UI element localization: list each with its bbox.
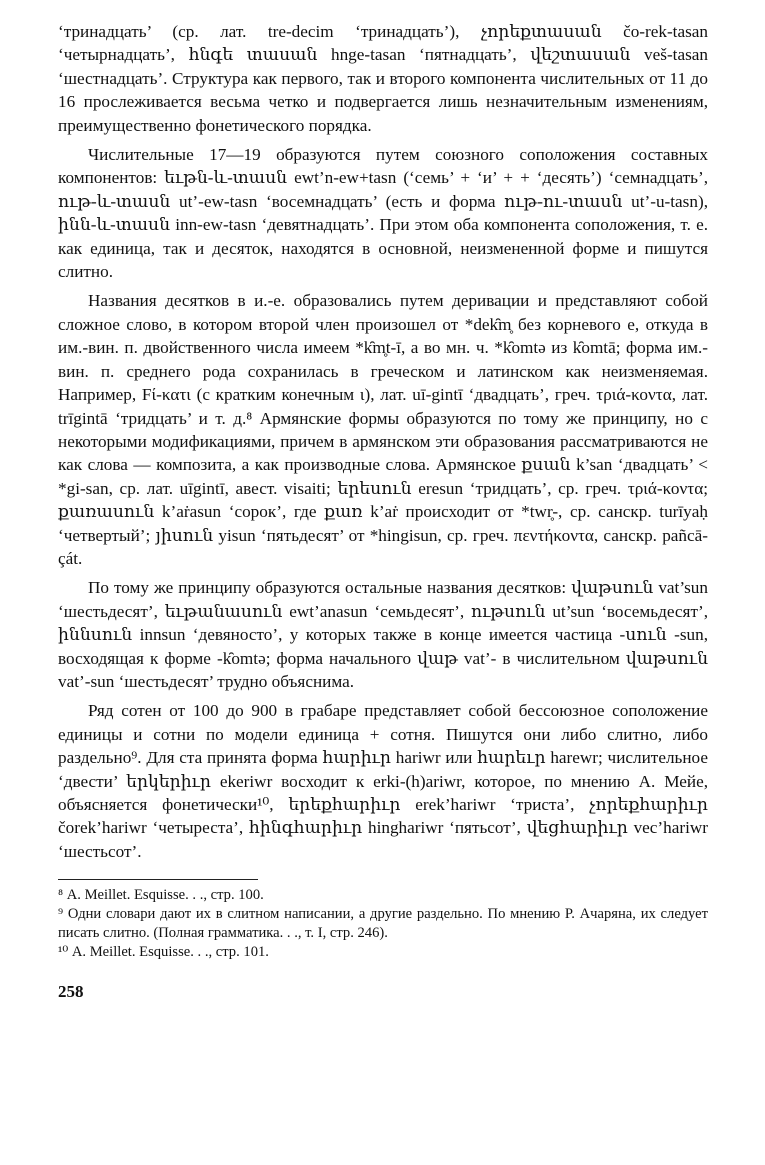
footnote-8: ⁸ А. Meillet. Esquisse. . ., стр. 100. bbox=[58, 887, 264, 904]
paragraph-teens-continued: ‘тринадцать’ (ср. лат. tre-decim ‘тринадцать’), չորեքտասան čo-rek-tasan ‘четырнадцать’, հնգե տասան hnge-tasan ‘пятнадцать’, վեշտասան veš-tasan ‘шестнадцать’. Структура как первого, так и второго компонента числительных от 11 до 16 прослеживается весьма четко и подвергается лишь незначительным изменениям, преимущественно фонетического порядка. bbox=[58, 22, 708, 135]
paragraph-numerals-17-19: Числительные 17—19 образуются путем союзного соположения составных компонентов: եւթն-և-տասն ewt’n-ew+tasn (‘семь’ + ‘и’ + + ‘десять’) ‘семнадцать’, ութ-և-տասն ut’-ew-tasn ‘восемнадцать’ (есть и форма ութ-ու-տասն ut’-u-tasn), ինն-և-տասն inn-ew-tasn ‘девятнадцать’. При этом оба компонента соположения, т. е. как единица, так и десяток, находятся в основной, неизмененной форме и пишутся слитно. bbox=[58, 145, 708, 282]
paragraph-remaining-tens: По тому же принципу образуются остальные названия десятков: վաթսուն vat’sun ‘шестьдесят’, եւթանասուն ewt’anasun ‘семьдесят’, ութսուն ut’sun ‘восемьдесят’, իննսուն innsun ‘девяносто’, у которых также в конце имеется частица -սուն -sun, восходящая к форме -k̑omtə; форма начального վաթ vat’- в числительном վաթսուն vat’-sun ‘шестьдесят’ трудно объяснима. bbox=[58, 578, 708, 691]
book-page bbox=[58, 20, 708, 1002]
page-number: 258 bbox=[58, 982, 84, 1002]
paragraph-hundreds: Ряд сотен от 100 до 900 в грабаре представляет собой бессоюзное соположение единицы и сотни по модели единица + сотня. Пишутся они либо слитно, либо раздельно⁹. Для ста принята форма հարիւր hariwr или հարեւր harewr; числительное ‘двести’ երկերիւր ekeriwr восходит к erki-(h)ariwr, которое, по мнению А. Мейе, объясняется фонетически¹⁰, երեքհարիւր erek’hariwr ‘триста’, չորեքհարիւր čorek’hariwr ‘четыреста’, հինգհարիւր hinghariwr ‘пятьсот’, վեցհարիւր vec’hariwr ‘шестьсот’. bbox=[58, 701, 708, 861]
footnote-divider bbox=[58, 879, 258, 880]
paragraph-tens-derivation: Названия десятков в и.-е. образовались путем деривации и представляют собой сложное слово, в котором второй член произошел от *dek̑m̥ без корневого e, откуда в им.-вин. п. двойственного числа имеем *k̑m̥t-ī, а во мн. ч. *k̑omtə из k̑omtā; форма им.-вин. п. среднего рода сохранилась в греческом и латинском как неизменяемая. Например, Fί-κατι (с кратким конечным ι), лат. uī-gintī ‘двадцать’, греч. τριά-κοντα, лат. trīgintā ‘тридцать’ и т. д.⁸ Армянские формы образуются по тому же принципу, но с некоторыми модификациями, причем в армянском эти образования рассматриваются не как слова — композита, а как производные слова. Армянское քսան k’san ‘двадцать’ < *gi-san, ср. лат. uīgintī, авест. visaiti; երեսուն eresun ‘тридцать’, ср. греч. τριά-κοντα; քառասուն k’aṙasun ‘сорок’, где քառ k’aṙ происходит от *twr̥-, ср. санскр. turīyaḥ ‘четвертый’; յիսուն yisun ‘пятьдесят’ от *hingisun, ср. греч. πεντήκοντα, санскр. pañcā-çát. bbox=[58, 291, 708, 568]
footnote-10: ¹⁰ А. Meillet. Esquisse. . ., стр. 101. bbox=[58, 944, 269, 961]
footnote-9: ⁹ Одни словари дают их в слитном написании, а другие раздельно. По мнению Р. Ачаряна, их следует писать слитно. (Полная грамматика. . ., т. I, стр. 246). bbox=[58, 906, 708, 942]
footnotes bbox=[58, 886, 708, 962]
